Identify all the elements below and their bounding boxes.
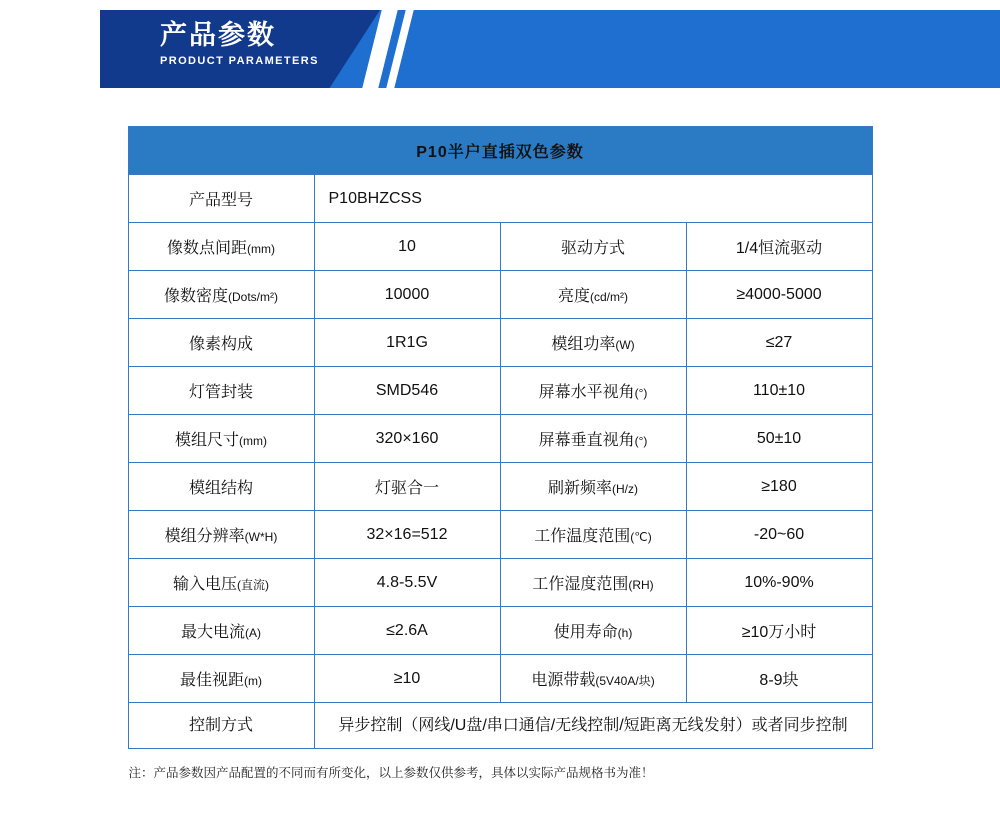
row-label <box>128 463 314 511</box>
row-label-2 <box>500 463 686 511</box>
row-label-2-text: 电源带载 <box>531 672 596 689</box>
table-row <box>128 223 872 271</box>
row-label-control: 控制方式 <box>128 703 314 749</box>
row-label-2-unit: (RH) <box>628 578 654 592</box>
row-value-2: ≥4000-5000 <box>686 271 872 319</box>
row-value-2: ≤27 <box>686 319 872 367</box>
row-label-text: 像数点间距 <box>167 240 248 257</box>
row-label <box>128 367 314 415</box>
spec-table-title: P10半户直插双色参数 <box>128 127 872 175</box>
row-label <box>128 319 314 367</box>
row-label-2-text: 驱动方式 <box>560 240 625 257</box>
row-label-2-unit: (℃) <box>630 530 652 544</box>
row-value-2: ≥10万小时 <box>686 607 872 655</box>
row-label-unit: (m) <box>244 674 262 688</box>
banner-text-group <box>160 18 319 70</box>
row-label-text: 模组尺寸 <box>175 432 240 449</box>
row-label <box>128 271 314 319</box>
row-value: SMD546 <box>314 367 500 415</box>
table-row <box>128 607 872 655</box>
table-row <box>128 559 872 607</box>
row-label-2-unit: (W) <box>615 338 635 352</box>
row-label-2-text: 亮度 <box>557 288 590 305</box>
row-label-text: 像数密度 <box>163 288 228 305</box>
row-label-unit: (直流) <box>237 578 269 592</box>
table-row <box>128 271 872 319</box>
row-value-2: 1/4恒流驱动 <box>686 223 872 271</box>
row-label <box>128 607 314 655</box>
row-label-unit: (A) <box>245 626 261 640</box>
table-row <box>128 655 872 703</box>
row-label-text: 输入电压 <box>172 576 237 593</box>
table-row <box>128 175 872 223</box>
row-value-2: 10%-90% <box>686 559 872 607</box>
row-value: 320×160 <box>314 415 500 463</box>
row-label <box>128 559 314 607</box>
row-label-text: 最佳视距 <box>179 672 244 689</box>
row-label-2-text: 使用寿命 <box>553 624 618 641</box>
row-label-text: 灯管封装 <box>188 384 253 401</box>
row-label <box>128 655 314 703</box>
table-row <box>128 367 872 415</box>
table-row <box>128 511 872 559</box>
row-value: ≤2.6A <box>314 607 500 655</box>
row-value: 32×16=512 <box>314 511 500 559</box>
row-value-model: P10BHZCSS <box>314 175 872 223</box>
row-label-2 <box>500 415 686 463</box>
row-label-2-unit: (cd/m²) <box>590 290 628 304</box>
row-label-2 <box>500 559 686 607</box>
row-value: ≥10 <box>314 655 500 703</box>
row-label-2 <box>500 271 686 319</box>
row-label-2-text: 工作温度范围 <box>534 528 631 545</box>
row-value: 10 <box>314 223 500 271</box>
table-row-control <box>128 703 872 749</box>
row-label-2-text: 刷新频率 <box>547 480 612 497</box>
row-value-2: 8-9块 <box>686 655 872 703</box>
row-label-2 <box>500 511 686 559</box>
row-label-model: 产品型号 <box>128 175 314 223</box>
row-value-2: -20~60 <box>686 511 872 559</box>
spec-table-wrapper <box>128 126 873 749</box>
banner-title-cn: 产品参数 <box>160 20 276 50</box>
spec-table-title-row <box>128 127 872 175</box>
row-label-2 <box>500 223 686 271</box>
row-label <box>128 511 314 559</box>
row-value: 10000 <box>314 271 500 319</box>
row-label-2 <box>500 655 686 703</box>
row-label-2-text: 模组功率 <box>551 336 616 353</box>
row-label-2-text: 屏幕水平视角 <box>538 384 635 401</box>
page-banner <box>0 0 1000 98</box>
row-label-2-unit: (°) <box>634 434 648 448</box>
row-value: 灯驱合一 <box>314 463 500 511</box>
row-label-2-text: 屏幕垂直视角 <box>538 432 635 449</box>
spec-table-body <box>128 127 872 749</box>
footnote: 注：产品参数因产品配置的不同而有所变化，以上参数仅供参考，具体以实际产品规格书为准！ <box>128 766 654 780</box>
row-label-text: 最大电流 <box>180 624 245 641</box>
row-label-text: 模组结构 <box>188 480 253 497</box>
row-value: 4.8-5.5V <box>314 559 500 607</box>
row-label-2-unit: (h) <box>617 626 633 640</box>
row-label-2-unit: (°) <box>634 386 648 400</box>
row-label-unit: (mm) <box>247 242 275 256</box>
row-value-2: 50±10 <box>686 415 872 463</box>
row-label-unit: (W*H) <box>244 530 278 544</box>
table-row <box>128 319 872 367</box>
spec-table <box>128 126 873 749</box>
row-value-control: 异步控制（网线/U盘/串口通信/无线控制/短距离无线发射）或者同步控制 <box>314 703 872 749</box>
row-label-text: 模组分辨率 <box>164 528 245 545</box>
row-value: 1R1G <box>314 319 500 367</box>
row-value-2: ≥180 <box>686 463 872 511</box>
table-row <box>128 463 872 511</box>
row-label-2 <box>500 607 686 655</box>
row-value-2: 110±10 <box>686 367 872 415</box>
row-label-unit: (mm) <box>239 434 267 448</box>
row-label-unit: (Dots/m²) <box>228 290 278 304</box>
banner-title-en: PRODUCT PARAMETERS <box>160 55 319 67</box>
row-label <box>128 223 314 271</box>
table-row <box>128 415 872 463</box>
row-label <box>128 415 314 463</box>
row-label-2 <box>500 367 686 415</box>
row-label-text: 像素构成 <box>188 336 253 353</box>
row-label-2 <box>500 319 686 367</box>
row-label-2-unit: (5V40A/块) <box>595 674 655 688</box>
row-label-2-text: 工作湿度范围 <box>532 576 629 593</box>
row-label-2-unit: (H/z) <box>612 482 638 496</box>
